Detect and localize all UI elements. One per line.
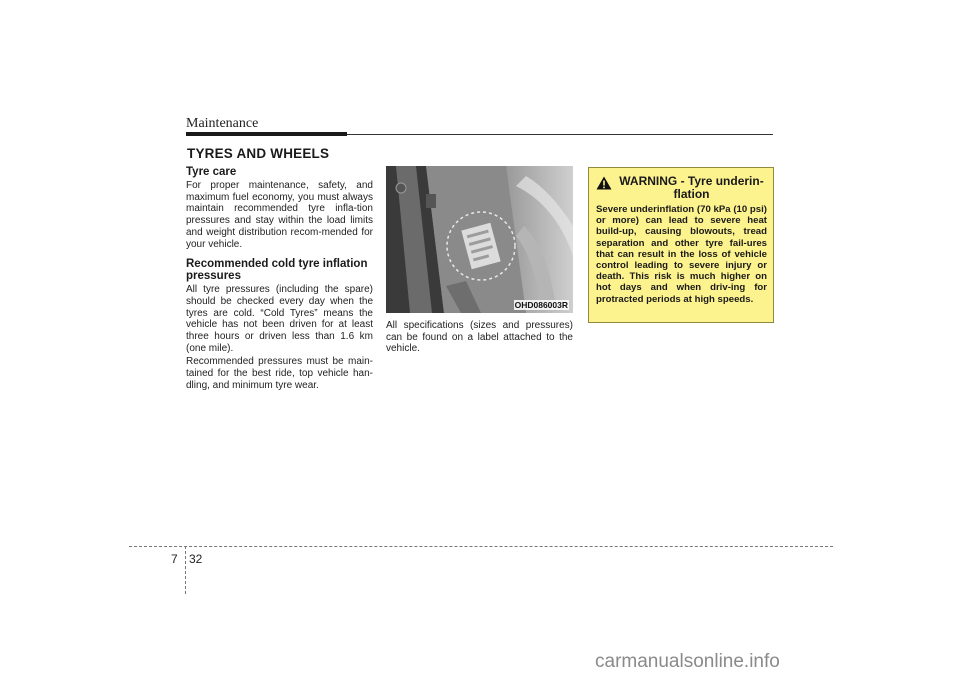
- left-column: [186, 166, 373, 392]
- door-pillar-label-photo: [386, 166, 573, 313]
- section-title: TYRES AND WHEELS: [187, 146, 330, 161]
- middle-column: [386, 166, 573, 355]
- footer-divider: [185, 546, 186, 594]
- warning-box: [588, 167, 774, 323]
- tyre-care-heading: Tyre care: [186, 166, 237, 178]
- footer-rule: [129, 546, 833, 547]
- image-caption: All specifications (sizes and pressures) can be found on a label attached to the vehicle.: [386, 320, 573, 355]
- chapter-number: 7: [171, 552, 178, 566]
- header-rule-thick: [186, 132, 347, 136]
- header-rule-thin: [347, 134, 773, 135]
- image-code: OHD086003R: [514, 300, 568, 310]
- warning-title: WARNING - Tyre underin-flation: [619, 174, 764, 201]
- watermark: carmanualsonline.info: [595, 651, 780, 672]
- cold-pressures-text-2: Recommended pressures must be main-tained for the best ride, top vehicle han-dling, and minimum tyre wear.: [186, 356, 373, 391]
- warning-header: [596, 175, 767, 201]
- running-header: Maintenance: [186, 116, 259, 131]
- warning-triangle-icon: [596, 176, 612, 190]
- cold-pressures-text-1: All tyre pressures (including the spare) should be checked every day when the tyres are cold. “Cold Tyres” means the vehicle has not been driven for at least three hours or driven less than 1.6 km (one mile).: [186, 284, 373, 354]
- warning-text: Severe underinflation (70 kPa (10 psi) or more) can lead to severe heat build-up, causing blowouts, tread separation and other tyre fail-ures that can result in the loss of vehicle control leading to severe injury or death. This risk is much higher on hot days and when driv-ing for protracted periods at high speeds.: [596, 204, 767, 305]
- cold-pressures-heading: Recommended cold tyre inflation pressures: [186, 258, 368, 283]
- page-number: 32: [189, 552, 203, 566]
- tyre-care-text: For proper maintenance, safety, and maximum fuel economy, you must always maintain recommended tyre infla-tion pressures and stay within the load limits and weight distribution recom-mended for your vehicle.: [186, 180, 373, 250]
